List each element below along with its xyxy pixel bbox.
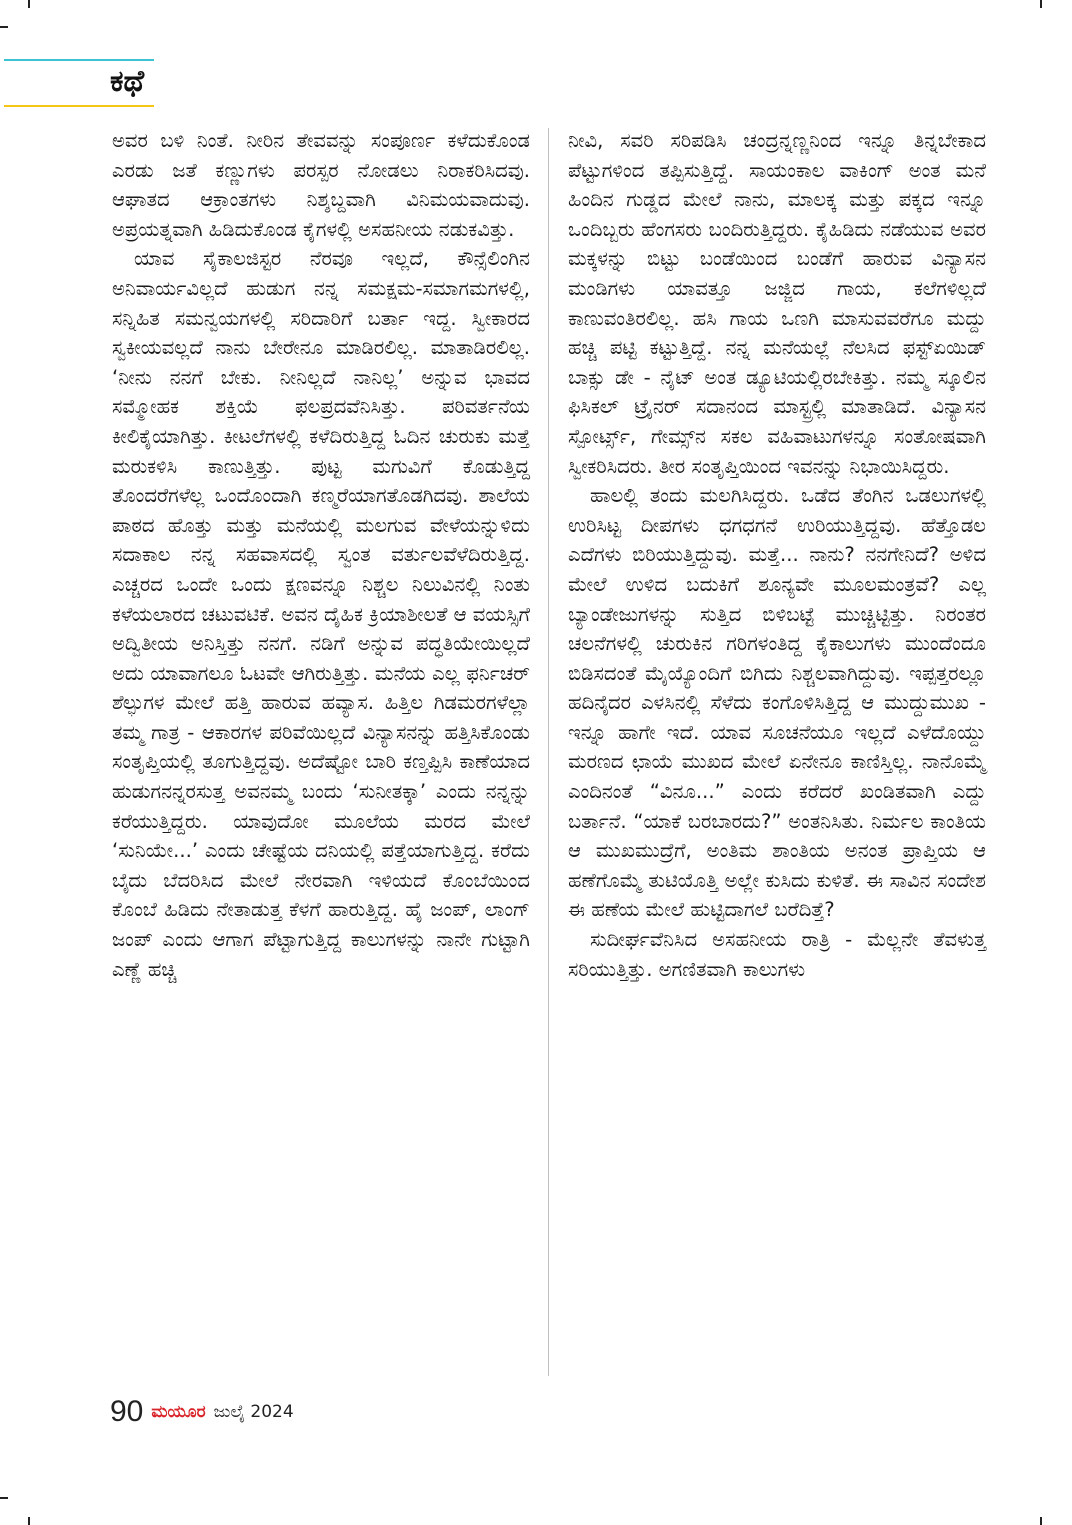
crop-mark [0,26,8,28]
paragraph: ಹಾಲಲ್ಲಿ ತಂದು ಮಲಗಿಸಿದ್ದರು. ಒಡೆದ ತೆಂಗಿನ ಒಡಲುಗಳಲ್ಲಿ ಉರಿಸಿಟ್ಟ ದೀಪಗಳು ಧಗಧಗನೆ ಉರಿಯುತ್ತಿದ್ದವು. ಹೆತ್ತೊಡಲ ಎದೆಗಳು ಬಿರಿಯುತ್ತಿದ್ದುವು. ಮತ್ತೆ... ನಾನು? ನನಗೇನಿದೆ? ಅಳಿದ ಮೇಲೆ ಉಳಿದ ಬದುಕಿಗೆ ಶೂನ್ಯವೇ ಮೂಲಮಂತ್ರವೆ? ಎಲ್ಲ ಬ್ಯಾಂಡೇಜುಗಳನ್ನು ಸುತ್ತಿದ ಬಿಳಿಬಟ್ಟೆ ಮುಚ್ಚಿಟ್ಟಿತ್ತು. ನಿರಂತರ ಚಲನೆಗಳಲ್ಲಿ ಚುರುಕಿನ ಗರಿಗಳಂತಿದ್ದ ಕೈಕಾಲುಗಳು ಮುಂದೆಂದೂ ಬಿಡಿಸದಂತೆ ಮೈಯ್ಯೊಂದಿಗೆ ಬಿಗಿದು ನಿಶ್ಚಲವಾಗಿದ್ದುವು. ಇಪ್ಪತ್ತರಲ್ಲೂ ಹದಿನೈದರ ಎಳಸಿನಲ್ಲಿ ಸೆಳೆದು ಕಂಗೊಳಿಸಿತ್ತಿದ್ದ ಆ ಮುದ್ದುಮುಖ - ಇನ್ನೂ ಹಾಗೇ ಇದೆ. ಯಾವ ಸೂಚನೆಯೂ ಇಲ್ಲದೆ ಎಳೆದೊಯ್ದು ಮರಣದ ಛಾಯೆ ಮುಖದ ಮೇಲೆ ಏನೇನೂ ಕಾಣಿಸ್ತಿಲ್ಲ. ನಾನೊಮ್ಮೆ ಎಂದಿನಂತೆ “ವಿನೂ...” ಎಂದು ಕರೆದರೆ ಖಂಡಿತವಾಗಿ ಎದ್ದು ಬರ್ತಾನೆ. “ಯಾಕೆ ಬರಬಾರದು?” ಅಂತನಿಸಿತು. ನಿರ್ಮಲ ಕಾಂತಿಯ ಆ ಮುಖಮುದ್ರೆಗೆ, ಅಂತಿಮ ಶಾಂತಿಯ ಅನಂತ ಪ್ರಾಪ್ತಿಯ ಆ ಹಣೆಗೊಮ್ಮೆ ತುಟಿಯೊತ್ತಿ ಅಲ್ಲೇ ಕುಸಿದು ಕುಳಿತೆ. ಈ ಸಾವಿನ ಸಂದೇಶ ಈ ಹಣೆಯ ಮೇಲೆ ಹುಟ್ಟಿದಾಗಲೆ ಬರೆದಿತ್ತೆ? [568,484,986,922]
paragraph: ನೀವಿ, ಸವರಿ ಸರಿಪಡಿಸಿ ಚಂದ್ರನ್ನಣ್ಣನಿಂದ ಇನ್ನೂ ತಿನ್ನಬೇಕಾದ ಪೆಟ್ಟುಗಳಿಂದ ತಪ್ಪಿಸುತ್ತಿದ್ದೆ. ಸಾಯಂಕಾಲ ವಾಕಿಂಗ್ ಅಂತ ಮನೆ ಹಿಂದಿನ ಗುಡ್ಡದ ಮೇಲೆ ನಾನು, ಮಾಲಕ್ಕ ಮತ್ತು ಪಕ್ಕದ ಇನ್ನೂ ಒಂದಿಬ್ಬರು ಹೆಂಗಸರು ಬಂದಿರುತ್ತಿದ್ದರು. ಕೈಹಿಡಿದು ನಡೆಯುವ ಅವರ ಮಕ್ಕಳನ್ನು ಬಿಟ್ಟು ಬಂಡೆಯಿಂದ ಬಂಡೆಗೆ ಹಾರುವ ವಿನ್ಯಾಸನ ಮಂಡಿಗಳು ಯಾವತ್ತೂ ಜಜ್ಜಿದ ಗಾಯ, ಕಲೆಗಳಿಲ್ಲದೆ ಕಾಣುವಂತಿರಲಿಲ್ಲ. ಹಸಿ ಗಾಯ ಒಣಗಿ ಮಾಸುವವರೆಗೂ ಮದ್ದು ಹಚ್ಚಿ ಪಟ್ಟಿ ಕಟ್ಟುತ್ತಿದ್ದೆ. ನನ್ನ ಮನೆಯಲ್ಲೆ ನೆಲಸಿದ ಫಸ್ಟ್‌ಏಯಿಡ್ ಬಾಕ್ಸು ಡೇ - ನೈಟ್ ಅಂತ ಡ್ಯೂಟಿಯಲ್ಲಿರಬೇಕಿತ್ತು. ನಮ್ಮ ಸ್ಕೂಲಿನ ಫಿಸಿಕಲ್ ಟ್ರೈನರ್ ಸದಾನಂದ ಮಾಸ್ಟ್ರಲ್ಲಿ ಮಾತಾಡಿದೆ. ವಿನ್ಯಾಸನ ಸ್ಪೋರ್ಟ್ಸ್, ಗೇಮ್ಸ್‌ನ ಸಕಲ ವಹಿವಾಟುಗಳನ್ನೂ ಸಂತೋಷವಾಗಿ ಸ್ವೀಕರಿಸಿದರು. ತೀರ ಸಂತೃಪ್ತಿಯಿಂದ ಇವನನ್ನು ನಿಭಾಯಿಸಿದ್ದರು. [568,129,986,478]
crop-mark [28,0,30,8]
paragraph: ಯಾವ ಸೈಕಾಲಜಿಸ್ಟರ ನೆರವೂ ಇಲ್ಲದೆ, ಕೌನ್ಸೆಲಿಂಗಿನ ಅನಿವಾರ್ಯವಿಲ್ಲದೆ ಹುಡುಗ ನನ್ನ ಸಮಕ್ಷಮ-ಸಮಾಗಮಗಳಲ್ಲಿ, ಸನ್ನಿಹಿತ ಸಮನ್ವಯಗಳಲ್ಲಿ ಸರಿದಾರಿಗೆ ಬರ್ತಾ ಇದ್ದ. ಸ್ವೀಕಾರದ ಸ್ವಕೀಯವಲ್ಲದೆ ನಾನು ಬೇರೇನೂ ಮಾಡಿರಲಿಲ್ಲ. ಮಾತಾಡಿರಲಿಲ್ಲ. ‘ನೀನು ನನಗೆ ಬೇಕು. ನೀನಿಲ್ಲದೆ ನಾನಿಲ್ಲ’ ಅನ್ನುವ ಭಾವದ ಸಮ್ಮೋಹಕ ಶಕ್ತಿಯೆ ಫಲಪ್ರದವೆನಿಸಿತ್ತು. ಪರಿವರ್ತನೆಯ ಕೀಲಿಕೈಯಾಗಿತ್ತು. ಕೀಟಲೆಗಳಲ್ಲಿ ಕಳೆದಿರುತ್ತಿದ್ದ ಓದಿನ ಚುರುಕು ಮತ್ತೆ ಮರುಕಳಿಸಿ ಕಾಣುತ್ತಿತ್ತು. ಪುಟ್ಟ ಮಗುವಿಗೆ ಕೊಡುತ್ತಿದ್ದ ತೊಂದರೆಗಳೆಲ್ಲ ಒಂದೊಂದಾಗಿ ಕಣ್ಮರೆಯಾಗತೊಡಗಿದವು. ಶಾಲೆಯ ಪಾಠದ ಹೊತ್ತು ಮತ್ತು ಮನೆಯಲ್ಲಿ ಮಲಗುವ ವೇಳೆಯನ್ನುಳಿದು ಸದಾಕಾಲ ನನ್ನ ಸಹವಾಸದಲ್ಲಿ ಸ್ವಂತ ವರ್ತುಲವೆಳೆದಿರುತ್ತಿದ್ದ. ಎಚ್ಚರದ ಒಂದೇ ಒಂದು ಕ್ಷಣವನ್ನೂ ನಿಶ್ಚಲ ನಿಲುವಿನಲ್ಲಿ ನಿಂತು ಕಳೆಯಲಾರದ ಚಟುವಟಿಕೆ. ಅವನ ದೈಹಿಕ ಕ್ರಿಯಾಶೀಲತೆ ಆ ವಯಸ್ಸಿಗೆ ಅದ್ವಿತೀಯ ಅನಿಸ್ತಿತ್ತು ನನಗೆ. ನಡಿಗೆ ಅನ್ನುವ ಪದ್ಧತಿಯೇಯಿಲ್ಲದೆ ಅದು ಯಾವಾಗಲೂ ಓಟವೇ ಆಗಿರುತ್ತಿತ್ತು. ಮನೆಯ ಎಲ್ಲ ಫರ್ನಿಚರ್ ಶೆಲ್ಫುಗಳ ಮೇಲೆ ಹತ್ತಿ ಹಾರುವ ಹವ್ಯಾಸ. ಹಿತ್ತಿಲ ಗಿಡಮರಗಳೆಲ್ಲಾ ತಮ್ಮ ಗಾತ್ರ - ಆಕಾರಗಳ ಪರಿವೆಯಿಲ್ಲದೆ ವಿನ್ಯಾಸನನ್ನು ಹತ್ತಿಸಿಕೊಂಡು ಸಂತೃಪ್ತಿಯಲ್ಲಿ ತೂಗುತ್ತಿದ್ದವು. ಅದೆಷ್ಟೋ ಬಾರಿ ಕಣ್ತಪ್ಪಿಸಿ ಕಾಣೆಯಾದ ಹುಡುಗನನ್ನರಸುತ್ತ ಅವನಮ್ಮ ಬಂದು ‘ಸುನೀತಕ್ಕಾ’ ಎಂದು ನನ್ನನ್ನು ಕರೆಯುತ್ತಿದ್ದರು. ಯಾವುದೋ ಮೂಲೆಯ ಮರದ ಮೇಲೆ ‘ಸುನಿಯೇ...’ ಎಂದು ಚೇಷ್ಟೆಯ ದನಿಯಲ್ಲಿ ಪತ್ತೆಯಾಗುತ್ತಿದ್ದ. ಕರೆದು ಬೈದು ಬೆದರಿಸಿದ ಮೇಲೆ ನೇರವಾಗಿ ಇಳಿಯದೆ ಕೊಂಬೆಯಿಂದ ಕೊಂಬೆ ಹಿಡಿದು ನೇತಾಡುತ್ತ ಕೆಳಗೆ ಹಾರುತ್ತಿದ್ದ. ಹೈ ಜಂಪ್, ಲಾಂಗ್ ಜಂಪ್ ಎಂದು ಆಗಾಗ ಪೆಟ್ಟಾಗುತ್ತಿದ್ದ ಕಾಲುಗಳನ್ನು ನಾನೇ ಗುಟ್ಟಾಗಿ ಎಣ್ಣೆ ಹಚ್ಚಿ [112,247,530,981]
magazine-logo: ಮಯೂರ [151,1402,206,1422]
right-column [568,126,986,984]
column-divider [548,128,549,1376]
crop-mark [0,1497,8,1499]
paragraph: ಸುದೀರ್ಘವೆನಿಸಿದ ಅಸಹನೀಯ ರಾತ್ರಿ - ಮೆಲ್ಲನೇ ತೆವಳುತ್ತ ಸರಿಯುತ್ತಿತ್ತು. ಅಗಣಿತವಾಗಿ ಕಾಲುಗಳು [568,928,986,981]
crop-mark [28,1517,30,1525]
page-number: 90 [110,1395,144,1428]
left-column [112,126,530,984]
header-rule-top [4,59,154,61]
crop-mark [1040,1517,1042,1525]
issue-date: ಜುಲೈ 2024 [213,1402,294,1422]
header-rule-bottom [4,105,154,107]
crop-mark [1040,0,1042,8]
section-title: ಕಥೆ [110,64,145,99]
page-footer [110,1392,294,1432]
paragraph: ಅವರ ಬಳಿ ನಿಂತೆ. ನೀರಿನ ತೇವವನ್ನು ಸಂಪೂರ್ಣ ಕಳೆದುಕೊಂಡ ಎರಡು ಜತೆ ಕಣ್ಣುಗಳು ಪರಸ್ಪರ ನೋಡಲು ನಿರಾಕರಿಸಿದವು. ಆಘಾತದ ಆಕ್ರಾಂತಗಳು ನಿಶ್ಶಬ್ದವಾಗಿ ವಿನಿಮಯವಾದುವು. ಅಪ್ರಯತ್ನವಾಗಿ ಹಿಡಿದುಕೊಂಡ ಕೈಗಳಲ್ಲಿ ಅಸಹನೀಯ ನಡುಕವಿತ್ತು. [112,129,530,241]
